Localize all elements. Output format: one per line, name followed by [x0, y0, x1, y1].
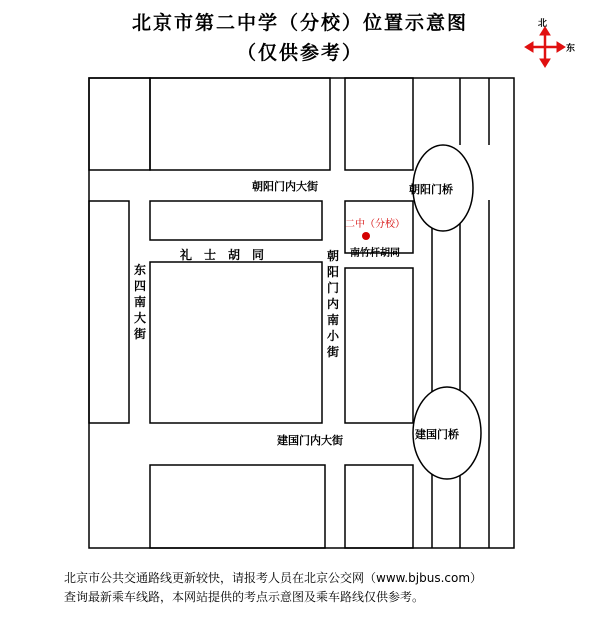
street-jianguomen-nei: 建国门内大街: [277, 434, 343, 447]
block-lishi-north: [150, 201, 322, 240]
school-label: 二中（分校）: [345, 219, 405, 230]
street-lishi-hutong: 礼 士 胡 同: [180, 248, 265, 262]
block-bottom-right: [345, 465, 413, 548]
street-chaoyangmen-nei: 朝阳门内大街: [252, 180, 318, 193]
street-chaoyangmen-nan-xiao: 朝阳门内南小街: [326, 249, 339, 359]
page-title: 北京市第二中学（分校）位置示意图: [131, 12, 468, 34]
block-left-west: [89, 201, 129, 423]
footer-line-1: 北京市公共交通路线更新较快，请报考人员在北京公交网（www.bjbus.com）: [64, 571, 483, 585]
compass-icon: [525, 27, 565, 67]
block-top-middle: [150, 78, 330, 170]
school-marker: [362, 232, 370, 240]
footer-note: [64, 569, 482, 607]
block-bottom-middle: [150, 465, 325, 548]
bridge-jianguomen-label: 建国门桥: [415, 428, 459, 441]
block-top-left: [89, 78, 150, 170]
block-east: [345, 268, 413, 423]
compass-north-label: 北: [538, 19, 548, 29]
block-center: [150, 262, 322, 423]
footer-line-2: 查询最新乘车线路，本网站提供的考点示意图及乘车路线仅供参考。: [64, 590, 425, 604]
compass-east-label: 东: [566, 44, 576, 54]
page-subtitle: （仅供参考）: [236, 42, 363, 64]
street-dongsi-nan: 东四南大街: [133, 263, 146, 341]
street-nanzhugan-hutong: 南竹杆胡同: [350, 248, 400, 259]
block-top-right: [345, 78, 413, 170]
bridge-chaoyangmen-label: 朝阳门桥: [409, 183, 453, 196]
